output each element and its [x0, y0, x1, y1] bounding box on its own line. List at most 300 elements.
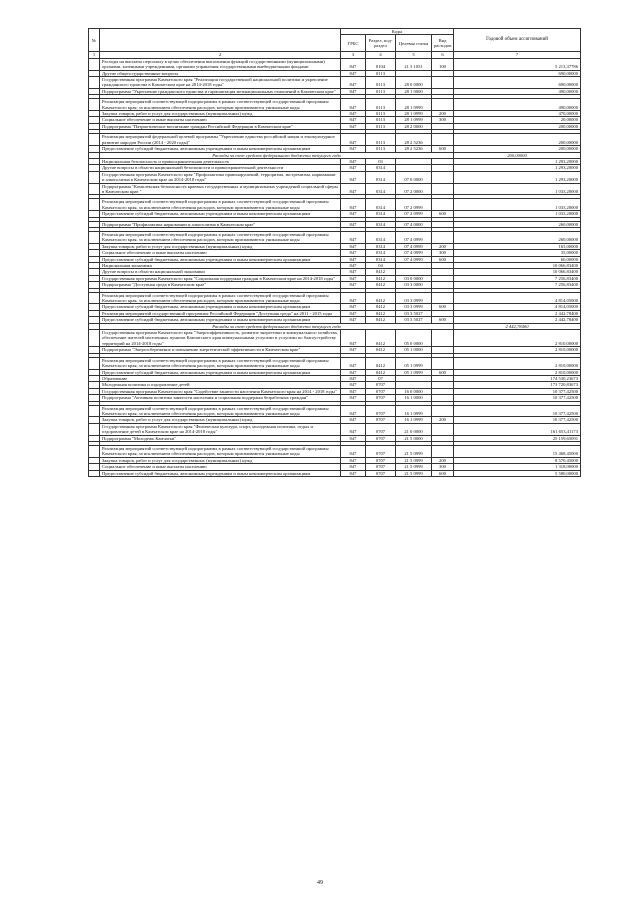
expense-type-code	[432, 171, 454, 183]
item-name: Социальное обеспечение и иные выплаты населению	[100, 117, 341, 123]
expense-type-code	[432, 405, 454, 417]
expense-type-code: 300	[432, 464, 454, 470]
target-article-code: 28 1 0999	[396, 111, 432, 117]
table-row	[89, 134, 581, 146]
target-article-code: 28 2 5236	[396, 134, 432, 146]
item-name: Закупка товаров, работ и услуг для государственных (муниципальных) нужд	[100, 457, 341, 463]
grbs-code: 847	[341, 369, 366, 375]
annual-amount: 5 580,00000	[454, 470, 581, 476]
item-name: Национальная безопасность и правоохранительная деятельность	[100, 158, 341, 164]
item-name: Реализация мероприятий соответствующей подпрограммы в рамках соответствующей государственной программы Камчатского края, за исключением обеспечения расходов, которым присваиваются уникальные коды	[100, 445, 341, 457]
expense-type-code	[432, 330, 454, 347]
expense-type-code: 200	[432, 243, 454, 249]
annual-amount: 200,00000	[454, 134, 581, 146]
item-name: Молодежная политика и оздоровление детей	[100, 382, 341, 388]
item-name: Подпрограмма "Комплексная безопасность краевых государственных и муниципальных учреждений социальной сферы в Камчатском крае "	[100, 183, 341, 195]
item-name: Государственная программа Камчатского края "Профилактика правонарушений, терроризма, экстремизма, наркомании и алкоголизма в Камчатском крае на 2014-2018 годы"	[100, 171, 341, 183]
target-article-code: 21 0 0000	[396, 423, 432, 435]
colnum: 3	[341, 52, 366, 58]
annual-amount: 2 810,00000	[454, 347, 581, 353]
section-code: 0113	[366, 88, 396, 94]
target-article-code: 05 1 0999	[396, 357, 432, 369]
table-row	[89, 58, 581, 70]
section-code: 0412	[366, 292, 396, 304]
annual-amount: 10 377,42500	[454, 417, 581, 423]
target-article-code: 28 0 0000	[396, 77, 432, 89]
annual-amount: 2 810,00000	[454, 357, 581, 369]
grbs-code: 847	[341, 382, 366, 388]
row-num-cell	[89, 99, 100, 111]
grbs-code: 847	[341, 275, 366, 281]
expense-type-code: 300	[432, 117, 454, 123]
item-name: Предоставление субсидий бюджетным, автономным учреждениям и иным некоммерческим организациям	[100, 317, 341, 323]
section-code: 0113	[366, 117, 396, 123]
annual-amount: 173 720,83673	[454, 382, 581, 388]
grbs-code: 847	[341, 357, 366, 369]
item-name: Реализация мероприятий соответствующей подпрограммы в рамках соответствующей государственной программы Камчатского края, за исключением обеспечения расходов, которым присваиваются уникальные коды	[100, 99, 341, 111]
grbs-code: 847	[341, 99, 366, 111]
item-name: Государственная программа Камчатского края "Реализация государственной национальной политики и укрепление гражданского единства в Камчатском крае на 2014-2018 годы"	[100, 77, 341, 89]
section-code: 0707	[366, 445, 396, 457]
target-article-code: 16 1 0999	[396, 417, 432, 423]
section-code: 0314	[366, 165, 396, 171]
table-body	[89, 58, 581, 476]
grbs-code: 847	[341, 330, 366, 347]
table-header	[89, 29, 581, 59]
annual-amount: 10 066,83400	[454, 269, 581, 275]
section-code: 0104	[366, 58, 396, 70]
section-code: 0707	[366, 457, 396, 463]
target-article-code: 07 4 0000	[396, 221, 432, 227]
table-row	[89, 199, 581, 211]
item-name: Подпрограмма "Укрепление гражданского единства и гармонизация межнациональных отношений в Камчатском крае"	[100, 88, 341, 94]
row-num-cell	[89, 292, 100, 304]
annual-amount: 200,00000	[454, 146, 581, 152]
section-code: 0412	[366, 282, 396, 288]
expense-type-code: 600	[432, 369, 454, 375]
target-article-code: 16 1 0000	[396, 395, 432, 401]
row-num-cell	[89, 58, 100, 70]
colnum: 1	[89, 52, 100, 58]
grbs-code: 847	[341, 445, 366, 457]
item-name: Реализация мероприятий федеральной целевой программы "Укрепление единства российской нации и этнокультурное развитие народов России (2014 - 2020 годы)"	[100, 134, 341, 146]
grbs-code: 847	[341, 243, 366, 249]
annual-amount: 1 293,20000	[454, 165, 581, 171]
annual-amount: 7 256,83400	[454, 275, 581, 281]
annual-amount: 10 377,42500	[454, 395, 581, 401]
colnum: 7	[454, 52, 581, 58]
item-name: Подпрограмма "Профилактика наркомании и алкоголизма в Камчатском крае"	[100, 221, 341, 227]
section-code: 0412	[366, 357, 396, 369]
annual-amount: 161 653,41173	[454, 423, 581, 435]
section-code: 03	[366, 158, 396, 164]
annual-amount: 260,00000	[454, 231, 581, 243]
section-code: 0707	[366, 435, 396, 441]
expense-type-code: 200	[432, 457, 454, 463]
table-row	[89, 405, 581, 417]
note-text: Расходы за счет средств федерального бюджета текущего года	[100, 323, 454, 329]
item-name: Национальная экономика	[100, 263, 341, 269]
target-article-code: 07 4 0999	[396, 256, 432, 262]
row-num-cell	[89, 445, 100, 457]
expense-type-code: 600	[432, 304, 454, 310]
item-name: Реализация мероприятий соответствующей подпрограммы в рамках соответствующей государственной программы Камчатского края, за исключением обеспечения расходов, которым присваиваются уникальные коды	[100, 405, 341, 417]
grbs-code: 847	[341, 347, 366, 353]
page-number: 49	[317, 880, 323, 886]
grbs-code: 847	[341, 457, 366, 463]
target-article-code: 07 2 0999	[396, 199, 432, 211]
item-name: Предоставление субсидий бюджетным, автономным учреждениям и иным некоммерческим организациям	[100, 146, 341, 152]
annual-amount: 4 814,05000	[454, 292, 581, 304]
annual-amount: 260,00000	[454, 221, 581, 227]
table-row	[89, 470, 581, 476]
annual-amount: 165,00000	[454, 243, 581, 249]
item-name: Подпрограмма "Доступная среда в Камчатском крае"	[100, 282, 341, 288]
grbs-code: 847	[341, 146, 366, 152]
annual-amount: 2 442,78400	[454, 310, 581, 316]
item-name: Социальное обеспечение и иные выплаты населению	[100, 464, 341, 470]
grbs-code: 847	[341, 250, 366, 256]
section-code: 0113	[366, 77, 396, 89]
grbs-code: 847	[341, 165, 366, 171]
target-article-code: 03 3 0999	[396, 292, 432, 304]
section-code: 0314	[366, 183, 396, 195]
item-name: Подпрограмма "Активная политика занятости населения и социальная поддержка безработных граждан"	[100, 395, 341, 401]
annual-amount: 1 293,20000	[454, 158, 581, 164]
grbs-code: 847	[341, 256, 366, 262]
item-name: Государственная программа Камчатского края "Содействие занятости населения Камчатского края на 2014 - 2018 годы"	[100, 388, 341, 394]
item-name: Расходы на выплаты персоналу в целях обеспечения выполнения функций государственными (муниципальными) органами, казенными учреждениями, органами управления государственными внебюджетными фондами	[100, 58, 341, 70]
item-name: Государственная программа Камчатского края "Социальная поддержка граждан в Камчатском крае на 2014-2018 годы"	[100, 275, 341, 281]
annual-amount: 1 293,20000	[454, 171, 581, 183]
grbs-code: 847	[341, 199, 366, 211]
section-code: 0113	[366, 70, 396, 76]
section-code: 0707	[366, 423, 396, 435]
item-name: Закупка товаров, работ и услуг для государственных (муниципальных) нужд	[100, 417, 341, 423]
target-article-code: 03 0 0000	[396, 275, 432, 281]
grbs-code: 847	[341, 263, 366, 269]
target-article-code: 16 0 0000	[396, 388, 432, 394]
grbs-code: 847	[341, 388, 366, 394]
section-code: 0412	[366, 347, 396, 353]
annual-amount: 200,00000	[454, 123, 581, 129]
section-code: 0314	[366, 231, 396, 243]
grbs-code: 847	[341, 304, 366, 310]
grbs-code: 847	[341, 158, 366, 164]
target-article-code: 05 0 0000	[396, 330, 432, 347]
annual-amount: 20,00000	[454, 117, 581, 123]
section-code: 0412	[366, 304, 396, 310]
note-amount: 200,00000	[454, 152, 581, 158]
annual-amount: 60,00000	[454, 256, 581, 262]
header-razdel: Раздел, под-раздел	[366, 35, 396, 52]
grbs-code: 847	[341, 405, 366, 417]
target-article-code: 21 5 0999	[396, 457, 432, 463]
note-amount: 2 442,78400	[454, 323, 581, 329]
grbs-code: 847	[341, 211, 366, 217]
target-article-code: 28 2 0000	[396, 123, 432, 129]
row-num-cell	[89, 470, 100, 476]
expense-type-code: 600	[432, 146, 454, 152]
item-name: Образование	[100, 375, 341, 381]
section-code: 0412	[366, 275, 396, 281]
target-article-code: 03 3 0999	[396, 304, 432, 310]
annual-amount: 1 318,00000	[454, 464, 581, 470]
expense-type-code: 600	[432, 470, 454, 476]
header-codes: Коды	[341, 29, 454, 35]
annual-amount: 174 530,23673	[454, 375, 581, 381]
target-article-code: 07 2 0999	[396, 211, 432, 217]
grbs-code: 847	[341, 88, 366, 94]
target-article-code: 28 1 0000	[396, 88, 432, 94]
header-cel: Целевая статья	[396, 35, 432, 52]
grbs-code: 847	[341, 58, 366, 70]
expense-type-code: 200	[432, 417, 454, 423]
table-row	[89, 231, 581, 243]
expense-type-code	[432, 77, 454, 89]
table-row	[89, 77, 581, 89]
section-code: 0412	[366, 317, 396, 323]
budget-table	[88, 28, 581, 477]
table-row	[89, 445, 581, 457]
row-num-cell	[89, 171, 100, 183]
document-page	[88, 28, 580, 477]
section-code: 0314	[366, 171, 396, 183]
colnum: 6	[432, 52, 454, 58]
expense-type-code	[432, 292, 454, 304]
section-code: 0113	[366, 146, 396, 152]
section-code: 0707	[366, 388, 396, 394]
item-name: Социальное обеспечение и иные выплаты населению	[100, 250, 341, 256]
annual-amount: 490,00000	[454, 88, 581, 94]
table-row	[89, 423, 581, 435]
target-article-code: 28 1 0999	[396, 99, 432, 111]
colnum: 5	[396, 52, 432, 58]
section-code: 0412	[366, 310, 396, 316]
item-name: Другие вопросы в области национальной безопасности и правоохранительной деятельности	[100, 165, 341, 171]
target-article-code: 07 4 0999	[396, 243, 432, 249]
expense-type-code	[432, 134, 454, 146]
header-vid: Вид расходов	[432, 35, 454, 52]
target-article-code: 05 1 0999	[396, 369, 432, 375]
section-code: 0314	[366, 250, 396, 256]
annual-amount: 4 814,05000	[454, 304, 581, 310]
section-code: 04	[366, 263, 396, 269]
row-num-cell	[89, 183, 100, 195]
annual-amount: 15 468,45000	[454, 445, 581, 457]
section-code: 0707	[366, 405, 396, 417]
grbs-code: 847	[341, 423, 366, 435]
grbs-code: 847	[341, 70, 366, 76]
target-article-code: 07 4 0999	[396, 231, 432, 243]
annual-amount: 2 810,00000	[454, 330, 581, 347]
grbs-code: 847	[341, 231, 366, 243]
expense-type-code: 100	[432, 58, 454, 70]
expense-type-code: 600	[432, 211, 454, 217]
section-code: 0314	[366, 211, 396, 217]
grbs-code: 847	[341, 183, 366, 195]
annual-amount: 1 033,20000	[454, 199, 581, 211]
row-num-cell	[89, 405, 100, 417]
header-annual: Годовой объем ассигнований	[454, 29, 581, 52]
target-article-code: 28 2 5236	[396, 146, 432, 152]
target-article-code: 21 5 0999	[396, 470, 432, 476]
annual-amount: 5 213,37786	[454, 58, 581, 70]
section-code: 0412	[366, 330, 396, 347]
grbs-code: 847	[341, 310, 366, 316]
annual-amount: 470,00000	[454, 111, 581, 117]
expense-type-code	[432, 99, 454, 111]
grbs-code: 847	[341, 77, 366, 89]
section-code: 0412	[366, 269, 396, 275]
grbs-code: 847	[341, 171, 366, 183]
item-name: Предоставление субсидий бюджетным, автономным учреждениям и иным некоммерческим организациям	[100, 470, 341, 476]
table-row	[89, 171, 581, 183]
expense-type-code	[432, 445, 454, 457]
expense-type-code: 600	[432, 317, 454, 323]
item-name: Подпрограмма "Энергосбережение и повышение энергетической эффективности в Камчатском крае"	[100, 347, 341, 353]
expense-type-code	[432, 357, 454, 369]
annual-amount: 8 570,45000	[454, 457, 581, 463]
item-name: Реализация мероприятий государственной программы Российской Федерации "Доступная среда" на 2011 - 2015 годы	[100, 310, 341, 316]
target-article-code: 07 0 0000	[396, 171, 432, 183]
section-code: 0314	[366, 199, 396, 211]
section-code: 0707	[366, 470, 396, 476]
section-code: 0314	[366, 256, 396, 262]
target-article-code: 03 3 0000	[396, 282, 432, 288]
grbs-code: 847	[341, 395, 366, 401]
expense-type-code: 600	[432, 256, 454, 262]
item-name: Подпрограмма "Патриотическое воспитание граждан Российской Федерации в Камчатском крае"	[100, 123, 341, 129]
item-name: Реализация мероприятий соответствующей подпрограммы в рамках соответствующей государственной программы Камчатского края, за исключением обеспечения расходов, которым присваиваются уникальные коды	[100, 231, 341, 243]
table-row	[89, 183, 581, 195]
section-code: 0707	[366, 395, 396, 401]
target-article-code: 16 1 0999	[396, 405, 432, 417]
target-article-code: 03 3 5027	[396, 310, 432, 316]
grbs-code: 847	[341, 292, 366, 304]
item-name: Другие вопросы в области национальной экономики	[100, 269, 341, 275]
item-name: Предоставление субсидий бюджетным, автономным учреждениям и иным некоммерческим организациям	[100, 256, 341, 262]
section-code: 0707	[366, 464, 396, 470]
section-code: 0412	[366, 369, 396, 375]
target-article-code: 21 5 0000	[396, 435, 432, 441]
annual-amount: 7 256,83400	[454, 282, 581, 288]
grbs-code: 847	[341, 417, 366, 423]
table-row	[89, 292, 581, 304]
grbs-code: 847	[341, 470, 366, 476]
section-code: 0113	[366, 111, 396, 117]
annual-amount: 2 442,78400	[454, 317, 581, 323]
expense-type-code	[432, 183, 454, 195]
row-num-cell	[89, 423, 100, 435]
annual-amount: 1 033,20000	[454, 211, 581, 217]
item-name: Закупка товаров, работ и услуг для государственных (муниципальных) нужд	[100, 243, 341, 249]
section-code: 0707	[366, 417, 396, 423]
row-num-cell	[89, 330, 100, 347]
annual-amount: 690,00000	[454, 77, 581, 89]
grbs-code: 847	[341, 375, 366, 381]
annual-amount: 2 810,00000	[454, 369, 581, 375]
expense-type-code	[432, 423, 454, 435]
item-name: Реализация мероприятий соответствующей подпрограммы в рамках соответствующей государственной программы Камчатского края, за исключением обеспечения расходов, которым присваиваются уникальные коды	[100, 199, 341, 211]
row-num-cell	[89, 77, 100, 89]
section-code: 0314	[366, 243, 396, 249]
table-row	[89, 357, 581, 369]
annual-amount: 490,00000	[454, 99, 581, 111]
target-article-code: 21 3 1051	[396, 58, 432, 70]
grbs-code: 847	[341, 464, 366, 470]
section-code: 0314	[366, 221, 396, 227]
colnum: 2	[100, 52, 341, 58]
target-article-code: 21 5 0999	[396, 445, 432, 457]
grbs-code: 847	[341, 317, 366, 323]
item-name: Государственная программа Камчатского края "Энергоэффективность, развитие энергетики и коммунального хозяйства, обеспечение жителей населенных пунктов Камчатского края коммунальными услугами и услугами по благоустройству территорий на 2014-2018 годы"	[100, 330, 341, 347]
item-name: Реализация мероприятий соответствующей подпрограммы в рамках соответствующей государственной программы Камчатского края, за исключением обеспечения расходов, которым присваиваются уникальные коды	[100, 357, 341, 369]
note-text: Расходы за счет средств федерального бюджета текущего года	[100, 152, 454, 158]
row-num-cell	[89, 231, 100, 243]
annual-amount: 35,00000	[454, 250, 581, 256]
table-row	[89, 330, 581, 347]
row-num-cell	[89, 199, 100, 211]
target-article-code: 07 4 0999	[396, 250, 432, 256]
header-num: №	[89, 29, 100, 52]
header-grbs: ГРБС	[341, 35, 366, 52]
annual-amount: 1 033,20000	[454, 183, 581, 195]
annual-amount: 10 377,42500	[454, 405, 581, 417]
item-name: Государственная программа Камчатского края "Физическая культура, спорт, молодежная политика, отдых и оздоровление детей в Камчатском крае на 2014-2018 годы"	[100, 423, 341, 435]
expense-type-code: 200	[432, 111, 454, 117]
expense-type-code: 300	[432, 250, 454, 256]
target-article-code: 21 5 0999	[396, 464, 432, 470]
section-code: 0113	[366, 99, 396, 111]
grbs-code: 847	[341, 117, 366, 123]
item-name: Другие общегосударственные вопросы	[100, 70, 341, 76]
target-article-code: 28 1 0999	[396, 117, 432, 123]
annual-amount: 25 159,65091	[454, 435, 581, 441]
item-name: Предоставление субсидий бюджетным, автономным учреждениям и иным некоммерческим организациям	[100, 304, 341, 310]
target-article-code: 05 1 0000	[396, 347, 432, 353]
header-name	[100, 29, 341, 52]
annual-amount: 690,00000	[454, 70, 581, 76]
grbs-code: 847	[341, 111, 366, 117]
annual-amount: 10 377,42500	[454, 388, 581, 394]
grbs-code: 847	[341, 435, 366, 441]
colnum: 4	[366, 52, 396, 58]
section-code: 0707	[366, 382, 396, 388]
section-code: 0113	[366, 123, 396, 129]
row-num-cell	[89, 134, 100, 146]
item-name: Закупка товаров, работ и услуг для государственных (муниципальных) нужд	[100, 111, 341, 117]
grbs-code: 847	[341, 134, 366, 146]
section-code: 07	[366, 375, 396, 381]
item-name: Реализация мероприятий соответствующей подпрограммы в рамках соответствующей государственной программы Камчатского края, за исключением обеспечения расходов, которым присваиваются уникальные коды	[100, 292, 341, 304]
item-name: Предоставление субсидий бюджетным, автономным учреждениям и иным некоммерческим организациям	[100, 369, 341, 375]
section-code: 0113	[366, 134, 396, 146]
grbs-code: 847	[341, 282, 366, 288]
target-article-code: 03 3 5027	[396, 317, 432, 323]
grbs-code: 847	[341, 221, 366, 227]
target-article-code: 07 2 0000	[396, 183, 432, 195]
grbs-code: 847	[341, 123, 366, 129]
item-name: Подпрограмма "Молодежь Камчатки"	[100, 435, 341, 441]
grbs-code: 847	[341, 269, 366, 275]
item-name: Предоставление субсидий бюджетным, автономным учреждениям и иным некоммерческим организациям	[100, 211, 341, 217]
expense-type-code	[432, 199, 454, 211]
row-num-cell	[89, 357, 100, 369]
table-row	[89, 99, 581, 111]
annual-amount: 10 066,83400	[454, 263, 581, 269]
expense-type-code	[432, 231, 454, 243]
